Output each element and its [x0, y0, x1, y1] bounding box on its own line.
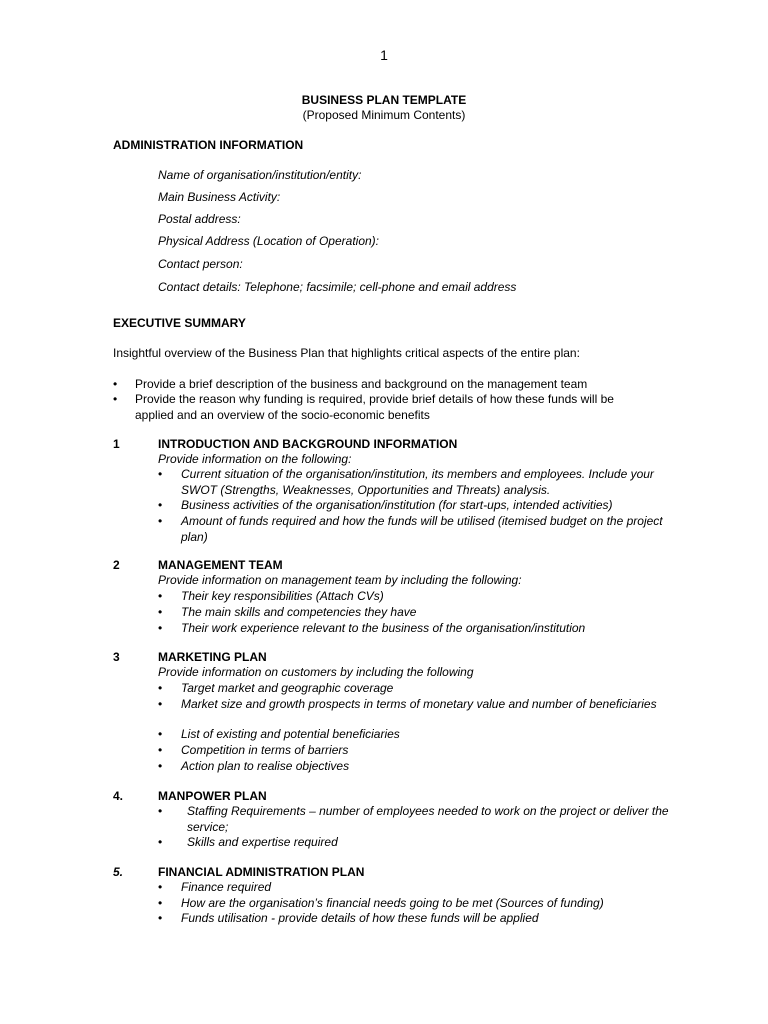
bullet-text: Target market and geographic coverage: [181, 681, 394, 695]
document-subtitle: (Proposed Minimum Contents): [302, 108, 466, 122]
bullet-icon: •: [158, 467, 163, 481]
bullet-icon: •: [158, 911, 163, 925]
section-bullet: [158, 605, 678, 621]
section-title: MANPOWER PLAN: [158, 789, 267, 803]
bullet-icon: •: [158, 896, 163, 910]
admin-field-postal: Postal address:: [158, 212, 241, 226]
admin-field-contact-person: Contact person:: [158, 257, 243, 271]
bullet-text: Market size and growth prospects in terms of monetary value and number of beneficiaries: [181, 697, 657, 711]
bullet-icon: •: [158, 880, 163, 894]
exec-intro: Insightful overview of the Business Plan that highlights critical aspects of the entire plan:: [113, 346, 580, 360]
bullet-text: Their key responsibilities (Attach CVs): [181, 589, 384, 603]
bullet-icon: •: [158, 697, 163, 711]
exec-bullet-text: Provide a brief description of the business and background on the management team: [135, 377, 588, 391]
section-bullet: [158, 697, 678, 713]
bullet-text: List of existing and potential beneficiaries: [181, 727, 400, 741]
bullet-text: Skills and expertise required: [187, 835, 338, 849]
section-bullet: [158, 743, 678, 759]
bullet-icon: •: [158, 743, 163, 757]
exec-bullet: [113, 377, 653, 393]
section-title: MARKETING PLAN: [158, 650, 267, 664]
page-number: 1: [380, 47, 388, 63]
bullet-icon: •: [158, 621, 163, 635]
bullet-text: Finance required: [181, 880, 272, 894]
bullet-text: The main skills and competencies they have: [181, 605, 417, 619]
bullet-icon: •: [158, 589, 163, 603]
section-bullet: [158, 681, 678, 697]
section-intro: Provide information on management team by including the following:: [158, 573, 522, 587]
admin-field-name: Name of organisation/institution/entity:: [158, 168, 362, 182]
bullet-icon: •: [158, 835, 163, 849]
section-bullet: [158, 759, 678, 775]
section-number: 1: [113, 437, 120, 451]
bullet-text: Funds utilisation - provide details of how these funds will be applied: [181, 911, 539, 925]
section-bullet: [158, 589, 678, 605]
bullet-icon: •: [158, 727, 163, 741]
section-bullet: [158, 835, 678, 851]
bullet-text: Amount of funds required and how the funds will be utilised (itemised budget on the project plan): [181, 514, 663, 544]
bullet-icon: •: [113, 377, 118, 391]
section-number: 3: [113, 650, 120, 664]
section-bullet: [158, 804, 678, 835]
bullet-text: Current situation of the organisation/institution, its members and employees. Include your SWOT (Strengths, Weaknesses, Opportunities and Threats) analysis.: [181, 467, 654, 497]
admin-heading: ADMINISTRATION INFORMATION: [113, 138, 304, 152]
exec-bullet-text: Provide the reason why funding is required, provide brief details of how these funds will be applied and an overview of the socio-economic benefits: [135, 392, 614, 422]
section-bullet: [158, 514, 678, 545]
admin-field-activity: Main Business Activity:: [158, 190, 281, 204]
bullet-text: Their work experience relevant to the business of the organisation/institution: [181, 621, 586, 635]
section-title: FINANCIAL ADMINISTRATION PLAN: [158, 865, 365, 879]
bullet-icon: •: [158, 759, 163, 773]
section-number: 4.: [113, 789, 124, 803]
bullet-icon: •: [158, 681, 163, 695]
bullet-icon: •: [158, 498, 163, 512]
section-bullet: [158, 621, 678, 637]
section-number: 2: [113, 558, 120, 572]
admin-field-contact-details: Contact details: Telephone; facsimile; cell-phone and email address: [158, 280, 517, 294]
bullet-text: Business activities of the organisation/institution (for start-ups, intended activities): [181, 498, 613, 512]
section-bullet: [158, 467, 678, 498]
section-intro: Provide information on customers by including the following: [158, 665, 474, 679]
exec-heading: EXECUTIVE SUMMARY: [113, 316, 246, 330]
section-bullet: [158, 498, 678, 514]
bullet-text: Action plan to realise objectives: [181, 759, 350, 773]
bullet-text: Staffing Requirements – number of employees needed to work on the project or deliver the service;: [187, 804, 669, 834]
section-intro: Provide information on the following:: [158, 452, 352, 466]
section-title: INTRODUCTION AND BACKGROUND INFORMATION: [158, 437, 458, 451]
bullet-icon: •: [158, 605, 163, 619]
section-bullet: [158, 727, 678, 743]
bullet-icon: •: [113, 392, 118, 406]
section-bullet: [158, 880, 678, 896]
section-bullet: [158, 896, 678, 912]
admin-field-physical: Physical Address (Location of Operation):: [158, 234, 379, 248]
section-bullet: [158, 911, 678, 927]
exec-bullet: [113, 392, 653, 423]
section-title: MANAGEMENT TEAM: [158, 558, 283, 572]
bullet-icon: •: [158, 804, 163, 818]
document-title: BUSINESS PLAN TEMPLATE: [301, 93, 467, 107]
bullet-icon: •: [158, 514, 163, 528]
bullet-text: Competition in terms of barriers: [181, 743, 349, 757]
section-number: 5.: [113, 865, 124, 879]
bullet-text: How are the organisation’s financial needs going to be met (Sources of funding): [181, 896, 604, 910]
